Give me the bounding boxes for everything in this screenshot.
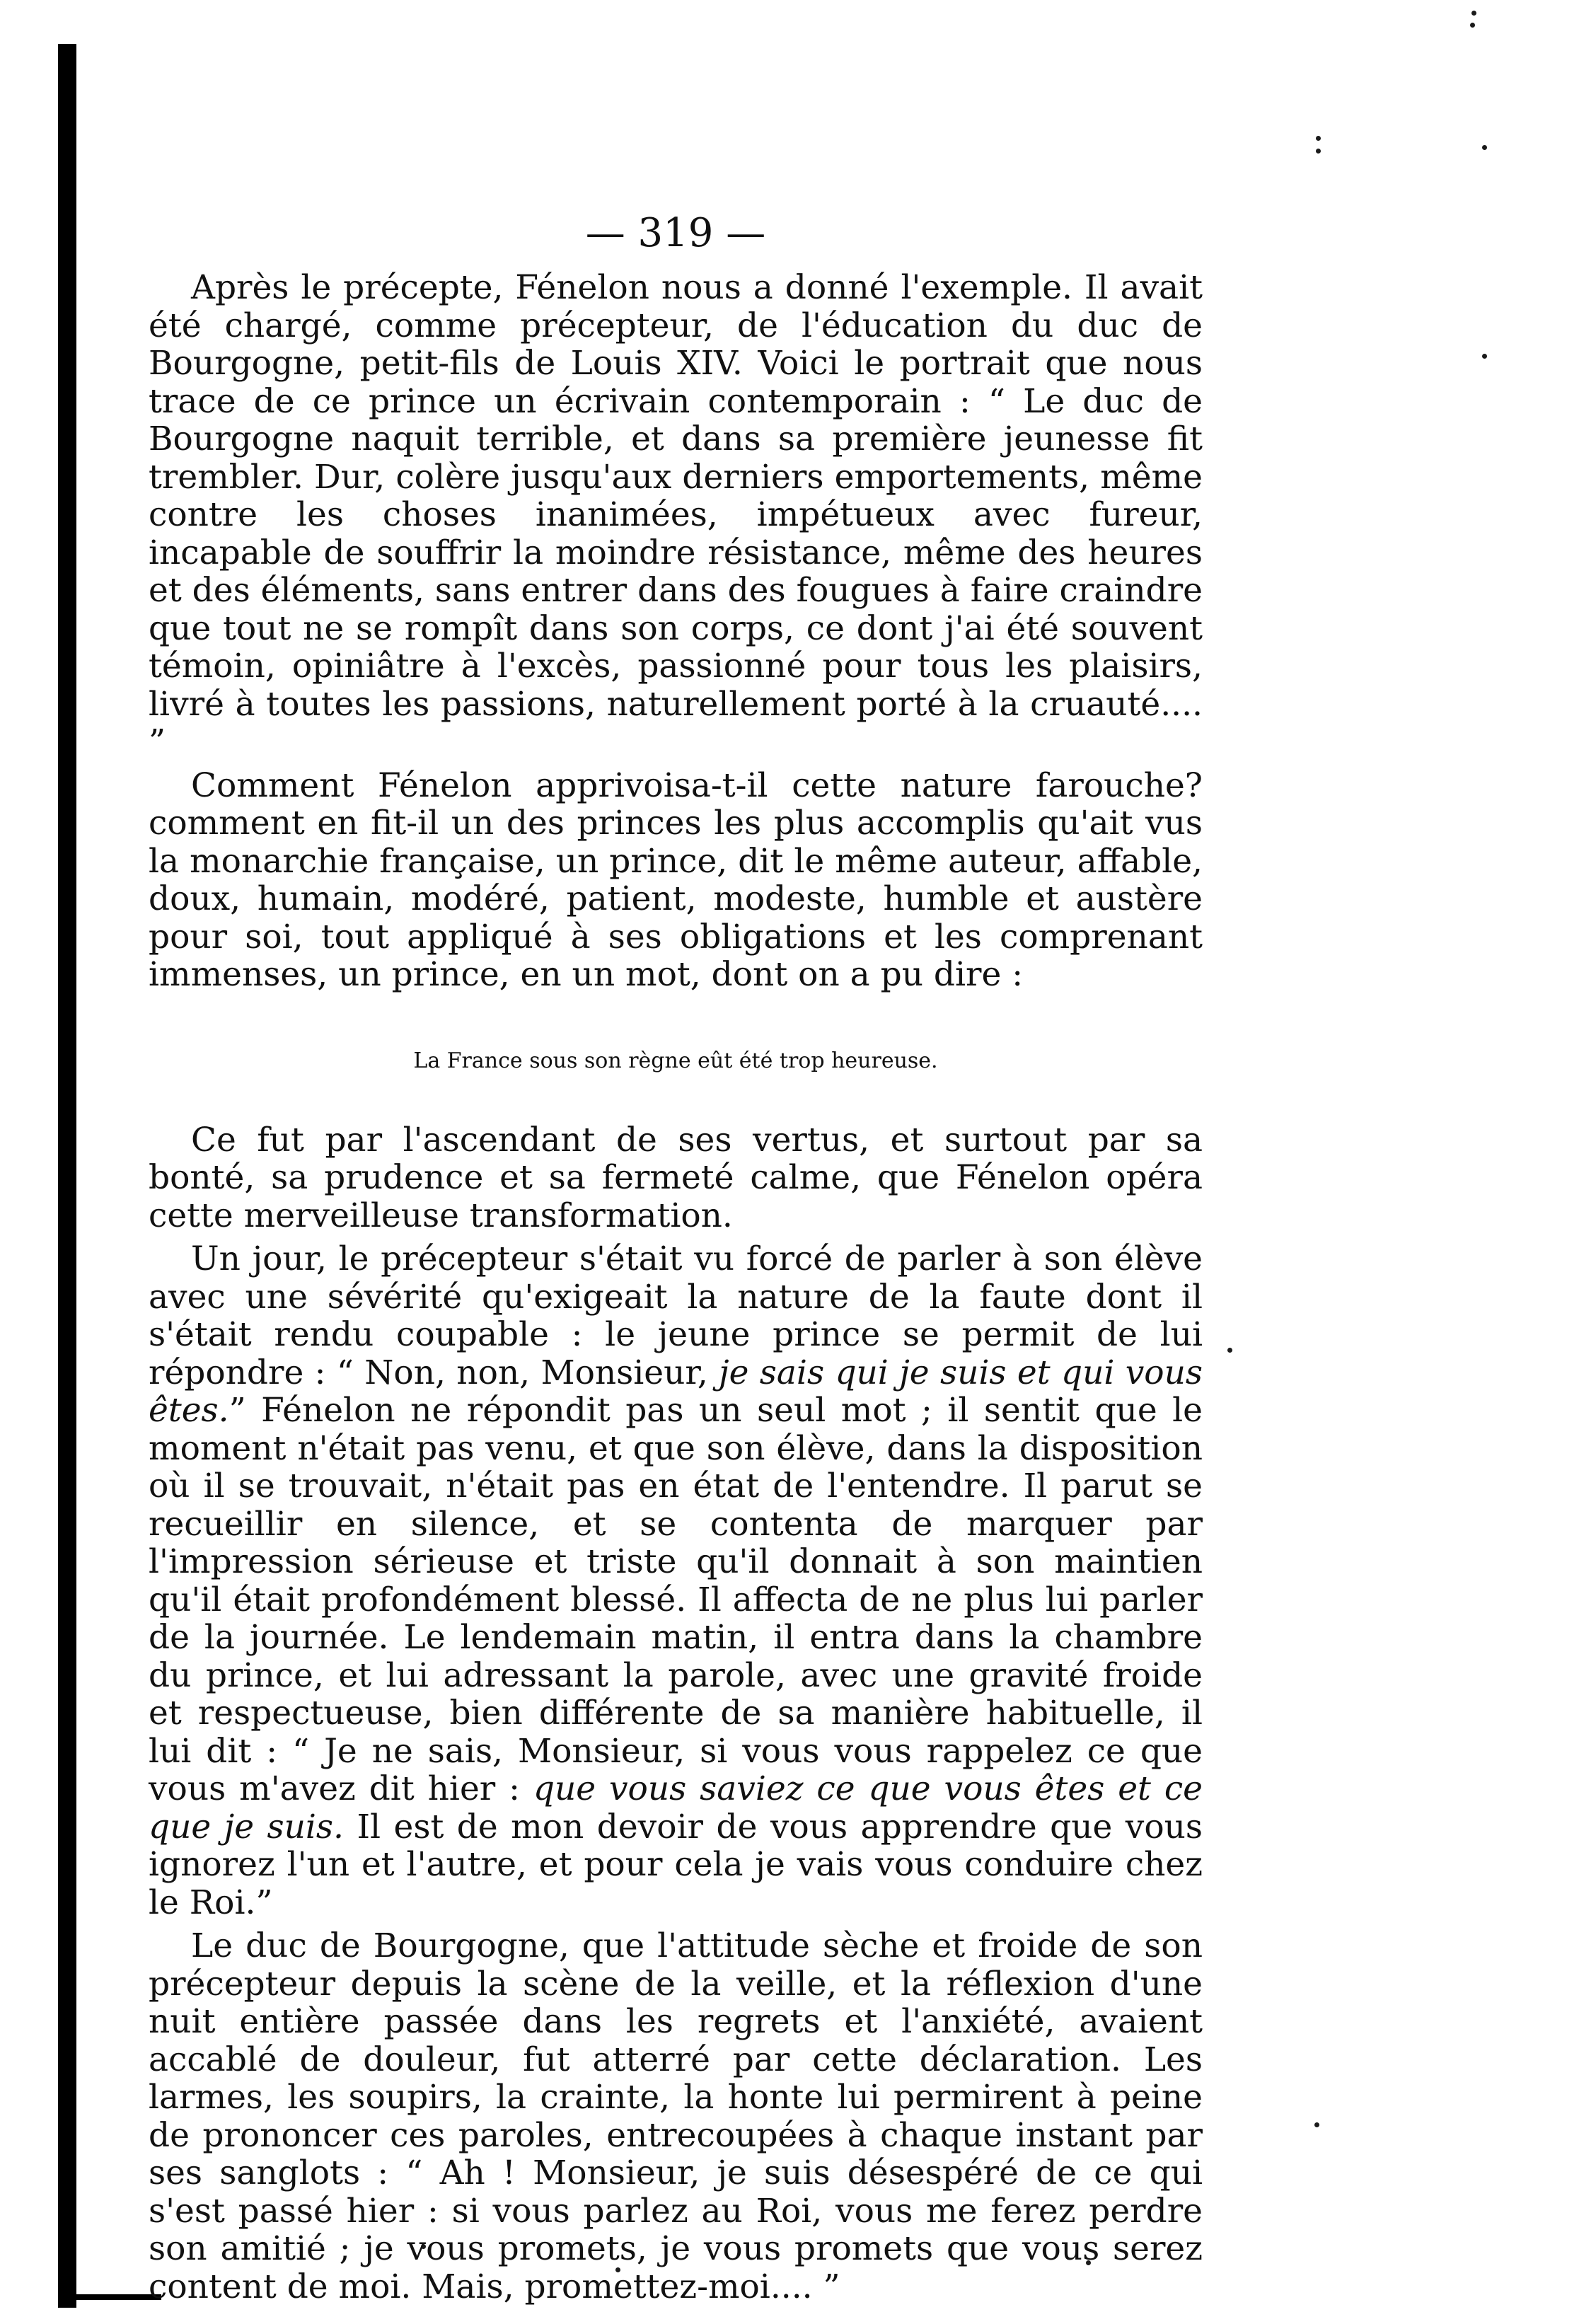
scan-speck — [1482, 354, 1487, 359]
paragraph-anecdote — [149, 1240, 1203, 1921]
anecdote-italic-1: je sais qui je suis et qui vous êtes. — [149, 1353, 1203, 1430]
anecdote-italic-2: que vous saviez ce que vous êtes et ce que je suis. — [149, 1769, 1203, 1846]
scan-speck — [1314, 2122, 1319, 2127]
scan-speck — [1470, 23, 1475, 28]
paragraph-transformation: Ce fut par l'ascendant de ses vertus, et surtout par sa bonté, sa prudence et sa fermeté calme, que Fénelon opéra cette merveilleuse transformation. — [149, 1120, 1203, 1235]
scan-speck — [1227, 1348, 1232, 1353]
book-page — [149, 205, 1203, 2306]
page-number: — 319 — — [585, 210, 766, 256]
paragraph-question: Comment Fénelon apprivoisa-t-il cette nature farouche? comment en fit-il un des princes les plus accomplis qu'ait vus la monarchie française, un prince, dit le même auteur, affable, doux, humain, modéré, patient, modeste, humble et austère pour soi, tout appliqué à ses obligations et les comprenant immenses, un prince, en un mot, dont on a pu dire : — [149, 765, 1203, 994]
verse-quote: La France sous son règne eût été trop heureuse. — [413, 1048, 938, 1073]
paragraph-portrait: Après le précepte, Fénelon nous a donné l'exemple. Il avait été chargé, comme précepteur, de l'éducation du duc de Bourgogne, petit-fils de Louis XIV. Voici le portrait que nous trace de ce prince un écrivain contemporain : “ Le duc de Bourgogne naquit terrible, et dans sa première jeunesse fit trembler. Dur, colère jusqu'aux derniers emportements, même contre les choses inanimées, impétueux avec fureur, incapable de souffrir la moindre résistance, même des heures et des éléments, sans entrer dans des fougues à faire craindre que tout ne se rompît dans son corps, ce dont j'ai été souvent témoin, opiniâtre à l'excès, passionné pour tous les plaisirs, livré à toutes les passions, naturellement porté à la cruauté.... ” — [149, 268, 1203, 761]
scan-speck — [1316, 136, 1321, 141]
scan-speck — [1316, 149, 1321, 154]
anecdote-text-2: ” Fénelon ne répondit pas un seul mot ; il sentit que le moment n'était pas venu, et que son élève, dans la disposition où il se trouvait, n'était pas en état de l'entendre. Il parut se recueillir en silence, et se contenta de marquer par l'impression sérieuse et triste qu'il donnait à son maintien qu'il était profondément blessé. Il affecta de ne plus lui parler de la journée. Le lendemain matin, il entra dans la chambre du prince, et lui adressant la parole, avec une gravité froide et respectueuse, bien différente de sa manière habituelle, il lui dit : “ Je ne sais, Monsieur, si vous vous rappelez ce que vous m'avez dit hier : — [149, 1391, 1203, 1808]
paragraph-reaction: Le duc de Bourgogne, que l'attitude sèche et froide de son précepteur depuis la scène de la veille, et la réflexion d'une nuit entière passée dans les regrets et l'anxiété, avaient accablé de douleur, fut atterré par cette déclaration. Les larmes, les soupirs, la crainte, la honte lui permirent à peine de prononcer ces paroles, entrecoupées à chaque instant par ses sanglots : “ Ah ! Monsieur, je suis désespéré de ce qui s'est passé hier : si vous parlez au Roi, vous me ferez perdre son amitié ; je vous promets, je vous promets que vous serez content de moi. Mais, promettez-moi.... ” — [149, 1926, 1203, 2306]
scan-speck — [1482, 145, 1487, 150]
page-binding-edge — [58, 44, 76, 2308]
anecdote-text-3: Il est de mon devoir de vous apprendre que vous ignorez l'un et l'autre, et pour cela je vais vous conduire chez le Roi.” — [149, 1807, 1203, 1922]
anecdote-text-1: Un jour, le précepteur s'était vu forcé de parler à son élève avec une sévérité qu'exigeait la nature de la faute dont il s'était rendu coupable : le jeune prince se permit de lui répondre : “ Non, non, Monsieur, — [149, 1239, 1203, 1392]
scan-speck — [1471, 11, 1476, 16]
